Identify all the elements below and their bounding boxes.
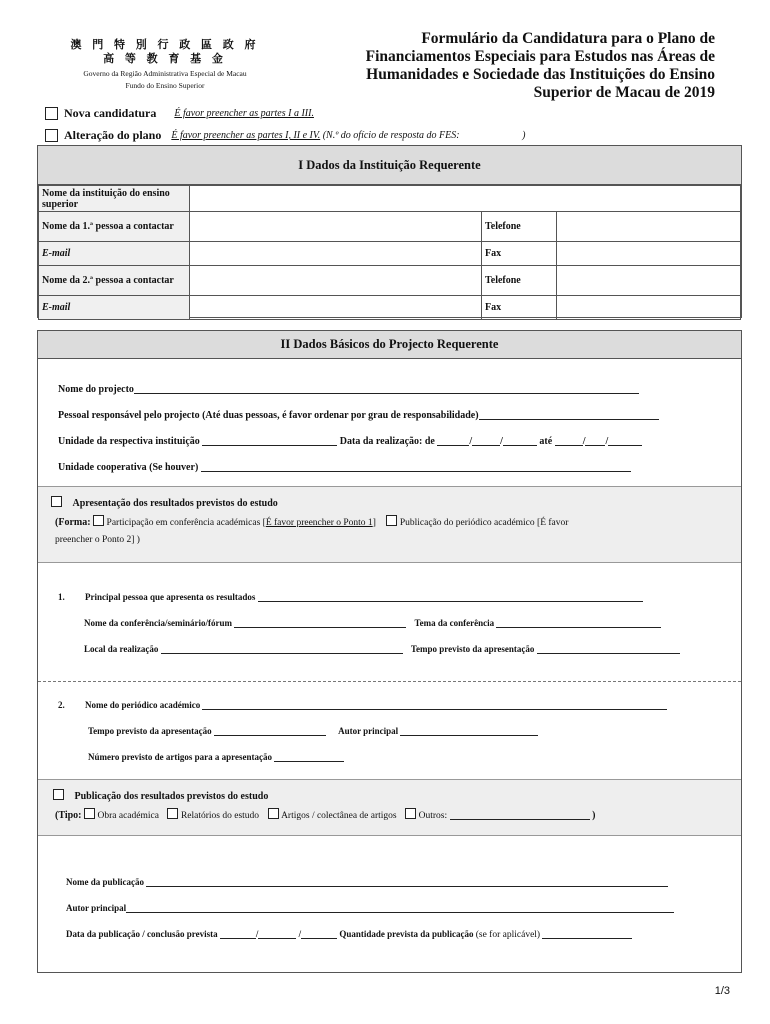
alter-note-main: É favor preencher as partes I, II e IV.: [171, 130, 321, 141]
title-line3: Humanidades e Sociedade das Instituições do Ensino: [366, 66, 715, 83]
option-nova: [45, 106, 314, 121]
type-book-checkbox[interactable]: [84, 808, 95, 819]
form-title: [335, 30, 715, 102]
section-project: [37, 330, 742, 973]
section2-title: II Dados Básicos do Projecto Requerente: [38, 331, 741, 359]
type-label: (Tipo:: [55, 810, 82, 821]
nova-note: É favor preencher as partes I a III.: [174, 108, 314, 119]
date-to-year[interactable]: [608, 435, 642, 446]
alter-note-end: ): [522, 130, 526, 141]
pub-author-row: [66, 902, 674, 913]
option-alter: [45, 128, 525, 143]
pub-author-field[interactable]: [126, 902, 674, 913]
contact2-fax-field[interactable]: [557, 296, 741, 320]
point2-journal-row: [58, 699, 667, 710]
point2-count-row: [88, 751, 344, 762]
point1-number: 1.: [58, 592, 65, 602]
page-number: 1/3: [714, 985, 730, 997]
point1-local-row: [84, 643, 680, 654]
point1-presenter-label: Principal pessoa que apresenta os resultados: [85, 592, 256, 602]
contact2-name-field[interactable]: [190, 266, 482, 296]
project-name-label: Nome do projecto: [58, 384, 134, 395]
point1-conf-field[interactable]: [234, 617, 406, 628]
point2-journal-field[interactable]: [202, 699, 667, 710]
responsible-field[interactable]: [479, 409, 659, 420]
pub-date-month[interactable]: [258, 928, 296, 939]
form-label: (Forma:: [55, 517, 91, 528]
contact2-phone-label: Telefone: [482, 266, 557, 296]
title-line2: Financiamentos Especiais para Estudos nas Áreas de: [365, 48, 715, 65]
alter-note-ref: (N.º do ofício de resposta do FES:: [322, 130, 460, 141]
journal-option-cont: preencher o Ponto 2] ): [55, 535, 140, 545]
org-chinese-line2: 高 等 教 育 基 金: [103, 53, 227, 65]
type-end: ): [592, 810, 596, 821]
org-portuguese-line2: Fundo do Ensino Superior: [125, 81, 205, 90]
unit-date-row: Unidade da respectiva instituição Data da realização: de / / até / /: [58, 435, 642, 447]
point1-local-field[interactable]: [161, 643, 403, 654]
pub-date-day[interactable]: [220, 928, 256, 939]
type-report-checkbox[interactable]: [167, 808, 178, 819]
journal-checkbox[interactable]: [386, 515, 397, 526]
point1-time-label: Tempo previsto da apresentação: [410, 644, 535, 654]
type-book-label: Obra académica: [97, 811, 159, 821]
pub-qty-label: Quantidade prevista da publicação: [339, 929, 474, 939]
point2-author-label: Autor principal: [338, 726, 399, 736]
type-row: [55, 808, 595, 821]
contact1-fax-field[interactable]: [557, 242, 741, 266]
type-other-field[interactable]: [450, 809, 590, 820]
contact1-phone-label: Telefone: [482, 212, 557, 242]
point1-theme-field[interactable]: [496, 617, 661, 628]
alter-note: [171, 130, 525, 141]
journal-option: Publicação do periódico académico [É favor: [399, 518, 569, 528]
point1-conf-row: [84, 617, 661, 628]
date-from-year[interactable]: [503, 435, 537, 446]
date-from-day[interactable]: [437, 435, 469, 446]
institution-name-field[interactable]: [190, 186, 741, 212]
contact1-phone-field[interactable]: [557, 212, 741, 242]
conference-checkbox[interactable]: [93, 515, 104, 526]
conference-option: Participação em conferência académicas [: [106, 518, 266, 528]
contact2-email-field[interactable]: [190, 296, 482, 320]
contact1-name-label: Nome da 1.ª pessoa a contactar: [39, 212, 190, 242]
point1-presenter-row: [58, 591, 643, 602]
conference-option-link: É favor preencher o Ponto 1: [265, 518, 373, 528]
pub-date-label: Data da publicação / conclusão prevista: [66, 929, 218, 939]
pub-qty-field[interactable]: [542, 928, 632, 939]
presentation-label: Apresentação dos resultados previstos do estudo: [72, 498, 278, 509]
point2-count-field[interactable]: [274, 751, 344, 762]
date-until-label: até: [539, 436, 553, 447]
unit-label: Unidade da respectiva instituição: [58, 436, 200, 447]
org-portuguese-line1: Governo da Região Administrativa Especial de Macau: [83, 69, 247, 78]
section1-title: I Dados da Instituição Requerente: [38, 146, 741, 185]
date-to-day[interactable]: [555, 435, 583, 446]
point2-time-field[interactable]: [214, 725, 326, 736]
project-name-row: [58, 383, 639, 395]
type-other-label: Outros:: [418, 811, 448, 821]
contact2-fax-label: Fax: [482, 296, 557, 320]
date-to-month[interactable]: [585, 435, 605, 446]
point1-conf-label: Nome da conferência/seminário/fórum: [84, 618, 232, 628]
form-row-cont: [55, 534, 140, 545]
contact1-fax-label: Fax: [482, 242, 557, 266]
type-articles-checkbox[interactable]: [268, 808, 279, 819]
coop-unit-label: Unidade cooperativa (Se houver): [58, 462, 199, 473]
pub-name-field[interactable]: [146, 876, 668, 887]
contact2-phone-field[interactable]: [557, 266, 741, 296]
publication-checkbox[interactable]: [53, 789, 64, 800]
point2-author-field[interactable]: [400, 725, 538, 736]
coop-unit-row: [58, 461, 631, 473]
project-name-field[interactable]: [134, 383, 639, 394]
contact1-email-field[interactable]: [190, 242, 482, 266]
title-line1: Formulário da Candidatura para o Plano de: [421, 30, 715, 47]
point2-time-label: Tempo previsto da apresentação: [88, 726, 212, 736]
publication-label: Publicação dos resultados previstos do estudo: [74, 791, 269, 802]
contact2-email-label: E-mail: [39, 296, 190, 320]
type-articles-label: Artigos / colectânea de artigos: [281, 811, 397, 821]
type-other-checkbox[interactable]: [405, 808, 416, 819]
presentation-checkbox[interactable]: [51, 496, 62, 507]
pub-name-label: Nome da publicação: [66, 877, 145, 887]
dashed-divider: [38, 681, 741, 682]
point2-journal-label: Nome do periódico académico: [85, 700, 201, 710]
point1-presenter-field[interactable]: [258, 591, 643, 602]
unit-field[interactable]: [202, 435, 337, 446]
contact2-name-label: Nome da 2.ª pessoa a contactar: [39, 266, 190, 296]
publication-row: [53, 789, 268, 802]
organization-block: [40, 38, 290, 92]
presentation-row: [51, 496, 278, 509]
pub-qty-note: (se for aplicável): [475, 930, 541, 940]
pub-date-row: Data da publicação / conclusão prevista / / Quantidade prevista da publicação (se for aplicável): [66, 928, 632, 940]
pub-author-label: Autor principal: [66, 903, 127, 913]
point1-local-label: Local da realização: [84, 644, 159, 654]
point2-count-label: Número previsto de artigos para a apresentação: [88, 752, 272, 762]
coop-unit-field[interactable]: [201, 461, 631, 472]
date-label: Data da realização: de: [339, 436, 435, 447]
nova-label: Nova candidatura: [64, 106, 157, 120]
form-row: [55, 515, 568, 528]
nova-checkbox[interactable]: [45, 107, 58, 120]
responsible-row: [58, 409, 659, 421]
type-report-label: Relatórios do estudo: [180, 811, 260, 821]
pub-name-row: [66, 876, 668, 887]
point2-time-row: [88, 725, 538, 736]
pub-date-year[interactable]: [301, 928, 337, 939]
point1-time-field[interactable]: [537, 643, 680, 654]
institution-table: [38, 185, 741, 320]
contact1-email-label: E-mail: [39, 242, 190, 266]
date-from-month[interactable]: [472, 435, 500, 446]
alter-checkbox[interactable]: [45, 129, 58, 142]
alter-label: Alteração do plano: [64, 128, 162, 142]
point1-theme-label: Tema da conferência: [414, 618, 495, 628]
section-institution: [37, 145, 742, 318]
point2-number: 2.: [58, 700, 65, 710]
institution-name-label: Nome da instituição do ensino superior: [39, 186, 190, 212]
title-line4: Superior de Macau de 2019: [533, 84, 715, 101]
org-chinese-line1: 澳 門 特 別 行 政 區 政 府: [70, 39, 260, 51]
conference-option-end: ]: [372, 518, 376, 528]
responsible-label: Pessoal responsável pelo projecto (Até duas pessoas, é favor ordenar por grau de responsabilidade): [58, 410, 479, 421]
contact1-name-field[interactable]: [190, 212, 482, 242]
